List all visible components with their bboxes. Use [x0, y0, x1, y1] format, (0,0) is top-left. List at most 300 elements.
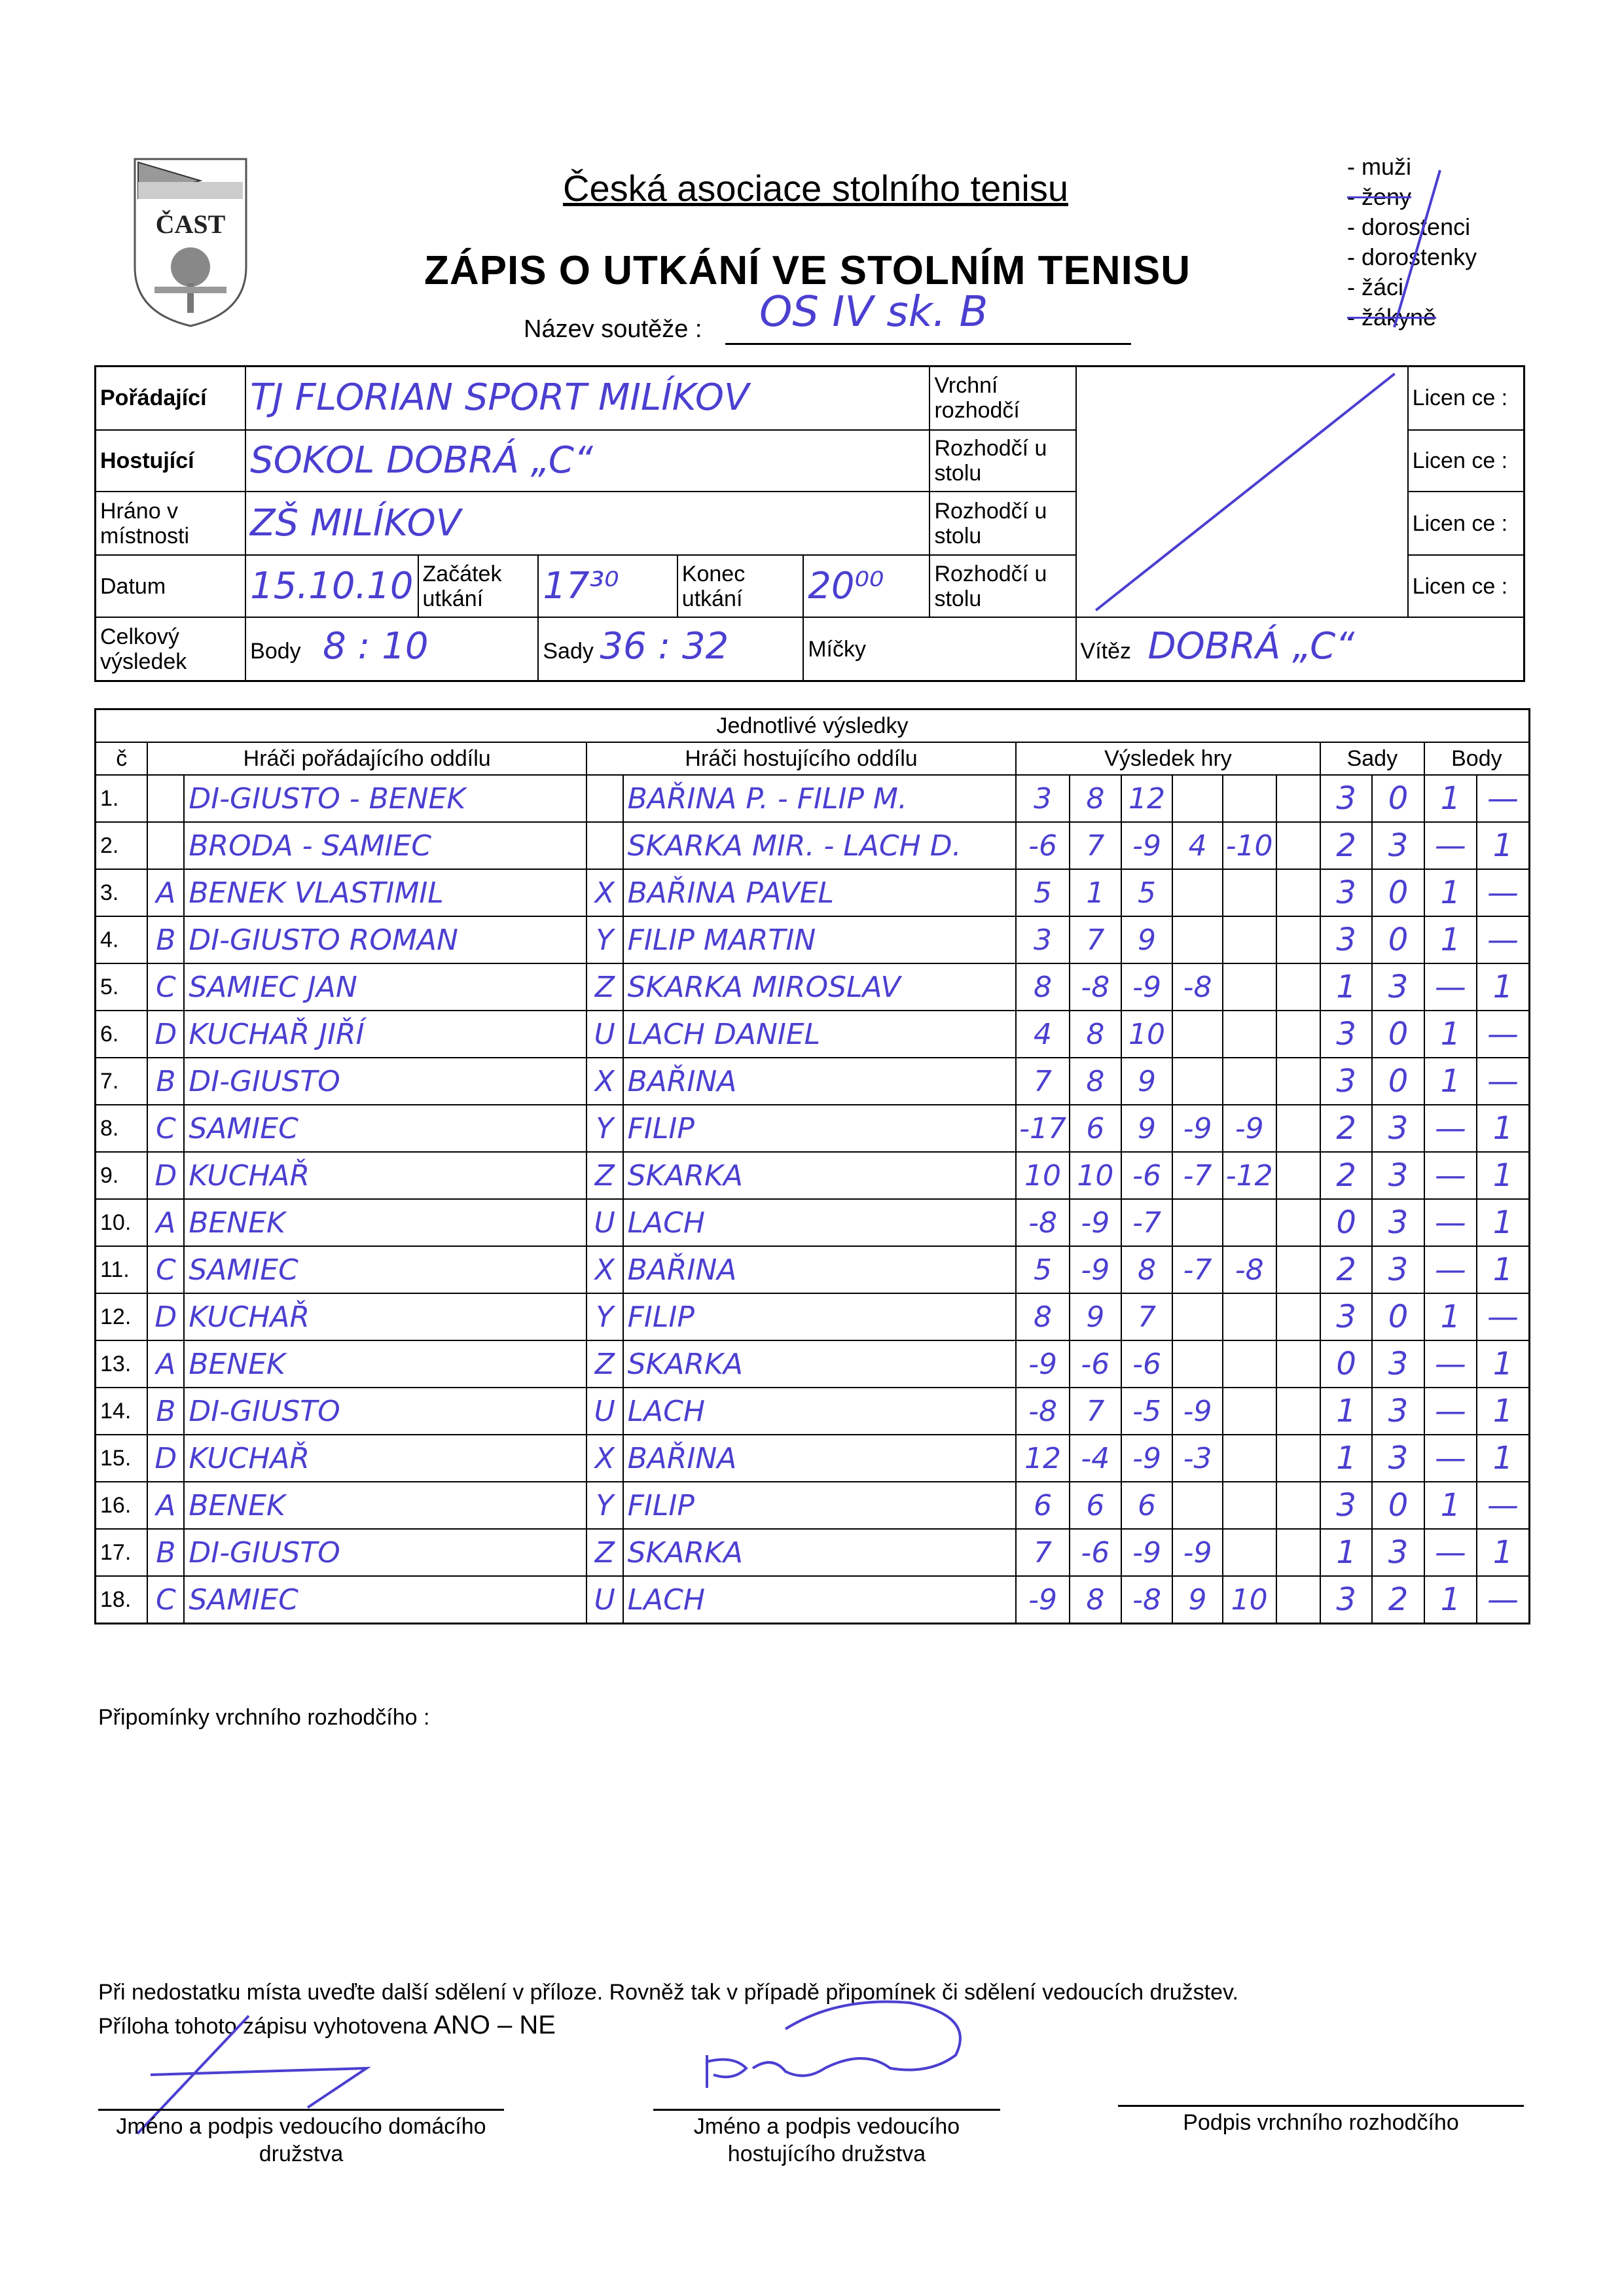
- result-row: [96, 1293, 1530, 1340]
- home-player-name: DI-GIUSTO: [184, 1388, 586, 1435]
- end-label: Konec utkání: [677, 555, 803, 617]
- set-score: -6: [1121, 1152, 1173, 1199]
- guest-point: 1: [1477, 1246, 1530, 1293]
- guest-point: 1: [1477, 1105, 1530, 1152]
- home-sets: 3: [1320, 916, 1372, 963]
- set-score: 6: [1070, 1105, 1121, 1152]
- set-score: [1276, 1482, 1320, 1529]
- match-number: 12.: [96, 1293, 148, 1340]
- set-score: 4: [1016, 1011, 1070, 1058]
- result-row: [96, 1246, 1530, 1293]
- home-player-name: SAMIEC JAN: [184, 963, 586, 1011]
- home-sets: 1: [1320, 1388, 1372, 1435]
- attachment-label: Příloha tohoto zápisu vyhotovena: [98, 2014, 427, 2039]
- set-score: -9: [1172, 1529, 1222, 1576]
- set-score: -9: [1121, 822, 1173, 869]
- footer-note: Při nedostatku místa uveďte další sdělení v příloze. Rovněž tak v případě připomínek či sdělení vedoucích družstev.: [98, 1980, 1238, 2005]
- guest-player-name: BAŘINA: [623, 1435, 1017, 1482]
- home-point: —: [1424, 1105, 1477, 1152]
- set-score: -9: [1121, 1529, 1173, 1576]
- set-score: -8: [1172, 963, 1222, 1011]
- guest-point: —: [1477, 1482, 1530, 1529]
- set-score: [1276, 1246, 1320, 1293]
- set-score: [1223, 963, 1276, 1011]
- guest-player-name: FILIP: [623, 1482, 1017, 1529]
- attachment-options: ANO – NE: [433, 2011, 556, 2039]
- set-score: [1276, 1529, 1320, 1576]
- home-point: —: [1424, 1152, 1477, 1199]
- points-label: Body: [250, 639, 301, 664]
- guest-point: 1: [1477, 1340, 1530, 1388]
- set-score: [1223, 1058, 1276, 1105]
- guest-player-name: SKARKA: [623, 1529, 1017, 1576]
- set-score: 8: [1070, 1058, 1121, 1105]
- home-point: 1: [1424, 869, 1477, 916]
- home-player-name: KUCHAŘ JIŘÍ: [184, 1011, 586, 1058]
- guest-player-name: BAŘINA: [623, 1246, 1017, 1293]
- result-row: [96, 869, 1530, 916]
- guest-player-letter: Z: [586, 1340, 623, 1388]
- guest-sets: 0: [1372, 775, 1424, 822]
- guest-sets: 0: [1372, 1011, 1424, 1058]
- home-point: —: [1424, 1529, 1477, 1576]
- set-score: [1223, 1199, 1276, 1246]
- guest-player-name: LACH: [623, 1576, 1017, 1624]
- guest-sets: 0: [1372, 1058, 1424, 1105]
- result-row: [96, 1388, 1530, 1435]
- home-sets: 1: [1320, 1529, 1372, 1576]
- set-score: -9: [1016, 1340, 1070, 1388]
- set-score: -9: [1121, 963, 1173, 1011]
- set-score: -9: [1172, 1388, 1222, 1435]
- result-row: [96, 1529, 1530, 1576]
- home-player-letter: [147, 822, 184, 869]
- result-row: [96, 1576, 1530, 1624]
- home-sets: 2: [1320, 1246, 1372, 1293]
- set-score: -6: [1070, 1340, 1121, 1388]
- set-score: -6: [1121, 1340, 1173, 1388]
- winner-label: Vítěz: [1080, 639, 1132, 664]
- home-sets: 1: [1320, 963, 1372, 1011]
- set-score: 7: [1121, 1293, 1173, 1340]
- home-sets: 3: [1320, 1293, 1372, 1340]
- guest-signature-line: [653, 2109, 1000, 2111]
- col-score-header: Výsledek hry: [1016, 742, 1320, 775]
- guest-player-name: FILIP MARTIN: [623, 916, 1017, 963]
- set-score: [1223, 1435, 1276, 1482]
- home-player-letter: [147, 775, 184, 822]
- logo-text: ČAST: [155, 209, 226, 239]
- set-score: 7: [1016, 1529, 1070, 1576]
- guest-signature-label: Jméno a podpis vedoucího hostujícího družstva: [693, 2114, 960, 2166]
- set-score: 10: [1016, 1152, 1070, 1199]
- home-player-name: SAMIEC: [184, 1576, 586, 1624]
- guest-label: Hostující: [96, 430, 246, 492]
- set-score: [1223, 1011, 1276, 1058]
- set-score: 5: [1016, 869, 1070, 916]
- guest-sets: 3: [1372, 1340, 1424, 1388]
- set-score: 12: [1121, 775, 1173, 822]
- home-point: 1: [1424, 1011, 1477, 1058]
- home-point: 1: [1424, 775, 1477, 822]
- home-player-name: BENEK: [184, 1340, 586, 1388]
- guest-sets: 3: [1372, 1529, 1424, 1576]
- set-score: -9: [1121, 1435, 1173, 1482]
- set-score: 8: [1016, 1293, 1070, 1340]
- set-score: -8: [1016, 1388, 1070, 1435]
- set-score: 3: [1016, 775, 1070, 822]
- category-item: - ženy: [1347, 183, 1412, 210]
- home-point: —: [1424, 1388, 1477, 1435]
- home-player-letter: A: [147, 869, 184, 916]
- guest-point: —: [1477, 869, 1530, 916]
- set-score: [1276, 916, 1320, 963]
- referee-signature-label: Podpis vrchního rozhodčího: [1183, 2110, 1459, 2135]
- guest-point: 1: [1477, 1199, 1530, 1246]
- category-item: - muži: [1347, 153, 1411, 180]
- set-score: 6: [1070, 1482, 1121, 1529]
- set-score: -9: [1016, 1576, 1070, 1624]
- set-score: [1276, 775, 1320, 822]
- guest-player-letter: Y: [586, 1482, 623, 1529]
- guest-value: SOKOL DOBRÁ „C“: [245, 430, 929, 492]
- home-player-name: KUCHAŘ: [184, 1293, 586, 1340]
- end-value: 20⁰⁰: [803, 555, 929, 617]
- guest-player-letter: X: [586, 1246, 623, 1293]
- home-player-letter: C: [147, 1246, 184, 1293]
- guest-player-letter: Z: [586, 1529, 623, 1576]
- set-score: 8: [1121, 1246, 1173, 1293]
- guest-sets: 3: [1372, 822, 1424, 869]
- guest-player-name: SKARKA MIR. - LACH D.: [623, 822, 1017, 869]
- category-cross-out: [1342, 164, 1473, 334]
- category-item: - žákyně: [1347, 304, 1437, 331]
- organizer-value: TJ FLORIAN SPORT MILÍKOV: [245, 367, 929, 430]
- match-number: 10.: [96, 1199, 148, 1246]
- home-player-letter: B: [147, 1529, 184, 1576]
- set-score: [1276, 963, 1320, 1011]
- points-value: 8 : 10: [323, 625, 429, 668]
- licence-label: Licen ce :: [1408, 555, 1525, 617]
- set-score: [1172, 775, 1222, 822]
- set-score: [1172, 1199, 1222, 1246]
- competition-label: Název soutěže :: [524, 315, 702, 343]
- set-score: 7: [1016, 1058, 1070, 1105]
- form-title: ZÁPIS O UTKÁNÍ VE STOLNÍM TENISU: [424, 248, 1191, 293]
- result-row: [96, 775, 1530, 822]
- home-player-letter: B: [147, 1388, 184, 1435]
- guest-sets: 3: [1372, 1388, 1424, 1435]
- set-score: [1223, 1482, 1276, 1529]
- set-score: -6: [1070, 1529, 1121, 1576]
- match-number: 9.: [96, 1152, 148, 1199]
- guest-sets: 0: [1372, 1482, 1424, 1529]
- home-player-name: BENEK: [184, 1482, 586, 1529]
- home-sets: 3: [1320, 775, 1372, 822]
- match-number: 15.: [96, 1435, 148, 1482]
- guest-player-name: SKARKA MIROSLAV: [623, 963, 1017, 1011]
- home-player-letter: D: [147, 1152, 184, 1199]
- cast-logo: [128, 156, 253, 329]
- set-score: -4: [1070, 1435, 1121, 1482]
- home-sets: 3: [1320, 1011, 1372, 1058]
- guest-point: 1: [1477, 1152, 1530, 1199]
- set-score: -9: [1070, 1199, 1121, 1246]
- home-player-letter: B: [147, 1058, 184, 1105]
- results-caption: Jednotlivé výsledky: [96, 709, 1530, 743]
- col-sets-header: Sady: [1320, 742, 1424, 775]
- result-row: [96, 1058, 1530, 1105]
- home-point: 1: [1424, 916, 1477, 963]
- home-player-name: KUCHAŘ: [184, 1435, 586, 1482]
- set-score: 7: [1070, 916, 1121, 963]
- col-points-header: Body: [1424, 742, 1530, 775]
- home-point: —: [1424, 1199, 1477, 1246]
- home-signature-label: Jméno a podpis vedoucího domácího družstva: [116, 2114, 486, 2166]
- home-point: 1: [1424, 1482, 1477, 1529]
- guest-sets: 0: [1372, 869, 1424, 916]
- home-player-letter: C: [147, 963, 184, 1011]
- guest-point: —: [1477, 916, 1530, 963]
- set-score: 7: [1070, 822, 1121, 869]
- home-point: —: [1424, 1435, 1477, 1482]
- set-score: 8: [1070, 1011, 1121, 1058]
- set-score: -9: [1070, 1246, 1121, 1293]
- table-referee-label: Rozhodčí u stolu: [929, 555, 1075, 617]
- home-player-name: SAMIEC: [184, 1246, 586, 1293]
- set-score: [1276, 869, 1320, 916]
- set-score: 8: [1070, 775, 1121, 822]
- guest-sets: 3: [1372, 1105, 1424, 1152]
- result-row: [96, 1435, 1530, 1482]
- total-label: Celkový výsledek: [96, 617, 246, 681]
- result-row: [96, 916, 1530, 963]
- match-number: 3.: [96, 869, 148, 916]
- home-sets: 2: [1320, 822, 1372, 869]
- home-player-name: BRODA - SAMIEC: [184, 822, 586, 869]
- guest-player-letter: U: [586, 1199, 623, 1246]
- guest-point: —: [1477, 1058, 1530, 1105]
- home-player-name: DI-GIUSTO - BENEK: [184, 775, 586, 822]
- result-row: [96, 1152, 1530, 1199]
- guest-player-letter: X: [586, 1435, 623, 1482]
- guest-player-name: BAŘINA P. - FILIP M.: [623, 775, 1017, 822]
- guest-player-letter: [586, 775, 623, 822]
- set-score: [1276, 1340, 1320, 1388]
- venue-value: ZŠ MILÍKOV: [245, 492, 929, 555]
- home-player-name: DI-GIUSTO: [184, 1529, 586, 1576]
- home-sets: 0: [1320, 1340, 1372, 1388]
- home-player-name: BENEK VLASTIMIL: [184, 869, 586, 916]
- guest-point: —: [1477, 775, 1530, 822]
- set-score: [1223, 916, 1276, 963]
- set-score: [1223, 1340, 1276, 1388]
- home-player-letter: C: [147, 1576, 184, 1624]
- set-score: [1276, 1199, 1320, 1246]
- balls-label: Míčky: [803, 617, 1075, 681]
- home-point: —: [1424, 963, 1477, 1011]
- home-player-name: BENEK: [184, 1199, 586, 1246]
- guest-sets: 3: [1372, 1199, 1424, 1246]
- winner-value: DOBRÁ „C“: [1147, 625, 1355, 668]
- guest-player-name: LACH DANIEL: [623, 1011, 1017, 1058]
- guest-player-letter: Z: [586, 963, 623, 1011]
- set-score: 9: [1121, 916, 1173, 963]
- table-referee-label: Rozhodčí u stolu: [929, 430, 1075, 492]
- set-score: [1276, 1435, 1320, 1482]
- set-score: -9: [1172, 1105, 1222, 1152]
- guest-point: 1: [1477, 1435, 1530, 1482]
- set-score: -10: [1223, 822, 1276, 869]
- set-score: [1172, 1340, 1222, 1388]
- guest-signature: [694, 1977, 982, 2094]
- set-score: -6: [1016, 822, 1070, 869]
- set-score: [1223, 1388, 1276, 1435]
- home-player-name: DI-GIUSTO: [184, 1058, 586, 1105]
- set-score: 8: [1070, 1576, 1121, 1624]
- category-item: - dorostenci: [1347, 213, 1471, 240]
- guest-player-name: SKARKA: [623, 1152, 1017, 1199]
- licence-label: Licen ce :: [1408, 367, 1525, 430]
- referee-notes-label: Připomínky vrchního rozhodčího :: [98, 1705, 430, 1730]
- set-score: 4: [1172, 822, 1222, 869]
- guest-player-letter: Z: [586, 1152, 623, 1199]
- guest-point: 1: [1477, 1388, 1530, 1435]
- guest-point: 1: [1477, 963, 1530, 1011]
- set-score: 7: [1070, 1388, 1121, 1435]
- home-point: 1: [1424, 1058, 1477, 1105]
- referee-label: Vrchní rozhodčí: [929, 367, 1075, 430]
- category-item: - dorostenky: [1347, 243, 1477, 270]
- result-row: [96, 1482, 1530, 1529]
- home-sets: 3: [1320, 1058, 1372, 1105]
- match-number: 17.: [96, 1529, 148, 1576]
- home-signature-line: [98, 2109, 504, 2111]
- set-score: 1: [1070, 869, 1121, 916]
- result-row: [96, 963, 1530, 1011]
- result-row: [96, 1011, 1530, 1058]
- set-score: [1276, 1011, 1320, 1058]
- set-score: 5: [1121, 869, 1173, 916]
- category-item: - žáci: [1347, 274, 1404, 300]
- result-row: [96, 822, 1530, 869]
- set-score: [1172, 916, 1222, 963]
- set-score: [1276, 1576, 1320, 1624]
- referee-cross-line: [1077, 367, 1407, 617]
- set-score: [1276, 1058, 1320, 1105]
- set-score: 8: [1016, 963, 1070, 1011]
- home-player-letter: A: [147, 1340, 184, 1388]
- guest-player-name: BAŘINA PAVEL: [623, 869, 1017, 916]
- guest-player-name: LACH: [623, 1199, 1017, 1246]
- guest-player-name: FILIP: [623, 1105, 1017, 1152]
- result-row: [96, 1340, 1530, 1388]
- guest-player-letter: X: [586, 1058, 623, 1105]
- home-player-letter: D: [147, 1293, 184, 1340]
- home-sets: 2: [1320, 1105, 1372, 1152]
- guest-player-letter: [586, 822, 623, 869]
- match-number: 16.: [96, 1482, 148, 1529]
- guest-player-letter: Y: [586, 1105, 623, 1152]
- guest-player-letter: U: [586, 1576, 623, 1624]
- sets-label: Sady: [543, 639, 594, 664]
- set-score: 6: [1121, 1482, 1173, 1529]
- set-score: [1172, 1482, 1222, 1529]
- set-score: [1172, 1011, 1222, 1058]
- set-score: -9: [1223, 1105, 1276, 1152]
- licence-label: Licen ce :: [1408, 492, 1525, 555]
- guest-player-name: LACH: [623, 1388, 1017, 1435]
- set-score: 12: [1016, 1435, 1070, 1482]
- set-score: [1172, 1293, 1222, 1340]
- competition-value: OS IV sk. B: [759, 288, 988, 336]
- col-guest-header: Hráči hostujícího oddílu: [586, 742, 1016, 775]
- guest-player-name: SKARKA: [623, 1340, 1017, 1388]
- set-score: 9: [1070, 1293, 1121, 1340]
- result-row: [96, 1105, 1530, 1152]
- set-score: 9: [1172, 1576, 1222, 1624]
- guest-player-letter: Y: [586, 916, 623, 963]
- set-score: -7: [1121, 1199, 1173, 1246]
- set-score: [1223, 775, 1276, 822]
- home-player-letter: A: [147, 1199, 184, 1246]
- set-score: [1223, 869, 1276, 916]
- set-score: [1223, 1293, 1276, 1340]
- set-score: -17: [1016, 1105, 1070, 1152]
- home-sets: 1: [1320, 1435, 1372, 1482]
- set-score: [1276, 822, 1320, 869]
- set-score: -8: [1223, 1246, 1276, 1293]
- match-number: 18.: [96, 1576, 148, 1624]
- home-player-name: KUCHAŘ: [184, 1152, 586, 1199]
- licence-label: Licen ce :: [1408, 430, 1525, 492]
- sets-cell: [538, 617, 803, 681]
- results-table: [94, 708, 1530, 1624]
- set-score: [1223, 1529, 1276, 1576]
- home-point: —: [1424, 822, 1477, 869]
- set-score: -3: [1172, 1435, 1222, 1482]
- home-sets: 0: [1320, 1199, 1372, 1246]
- guest-sets: 3: [1372, 1246, 1424, 1293]
- set-score: 10: [1121, 1011, 1173, 1058]
- set-score: -8: [1016, 1199, 1070, 1246]
- guest-player-letter: X: [586, 869, 623, 916]
- match-number: 13.: [96, 1340, 148, 1388]
- match-number: 2.: [96, 822, 148, 869]
- match-number: 6.: [96, 1011, 148, 1058]
- start-label: Začátek utkání: [418, 555, 539, 617]
- guest-player-letter: U: [586, 1011, 623, 1058]
- match-number: 14.: [96, 1388, 148, 1435]
- home-sets: 3: [1320, 869, 1372, 916]
- home-player-letter: B: [147, 916, 184, 963]
- set-score: 5: [1016, 1246, 1070, 1293]
- set-score: -8: [1070, 963, 1121, 1011]
- match-number: 5.: [96, 963, 148, 1011]
- referee-signature-line: [1118, 2105, 1524, 2107]
- home-sets: 2: [1320, 1152, 1372, 1199]
- guest-point: —: [1477, 1011, 1530, 1058]
- match-number: 8.: [96, 1105, 148, 1152]
- set-score: [1276, 1105, 1320, 1152]
- winner-cell: [1076, 617, 1525, 681]
- venue-label: Hráno v místnosti: [96, 492, 246, 555]
- result-row: [96, 1199, 1530, 1246]
- match-number: 1.: [96, 775, 148, 822]
- match-number: 11.: [96, 1246, 148, 1293]
- set-score: [1172, 1058, 1222, 1105]
- home-player-letter: A: [147, 1482, 184, 1529]
